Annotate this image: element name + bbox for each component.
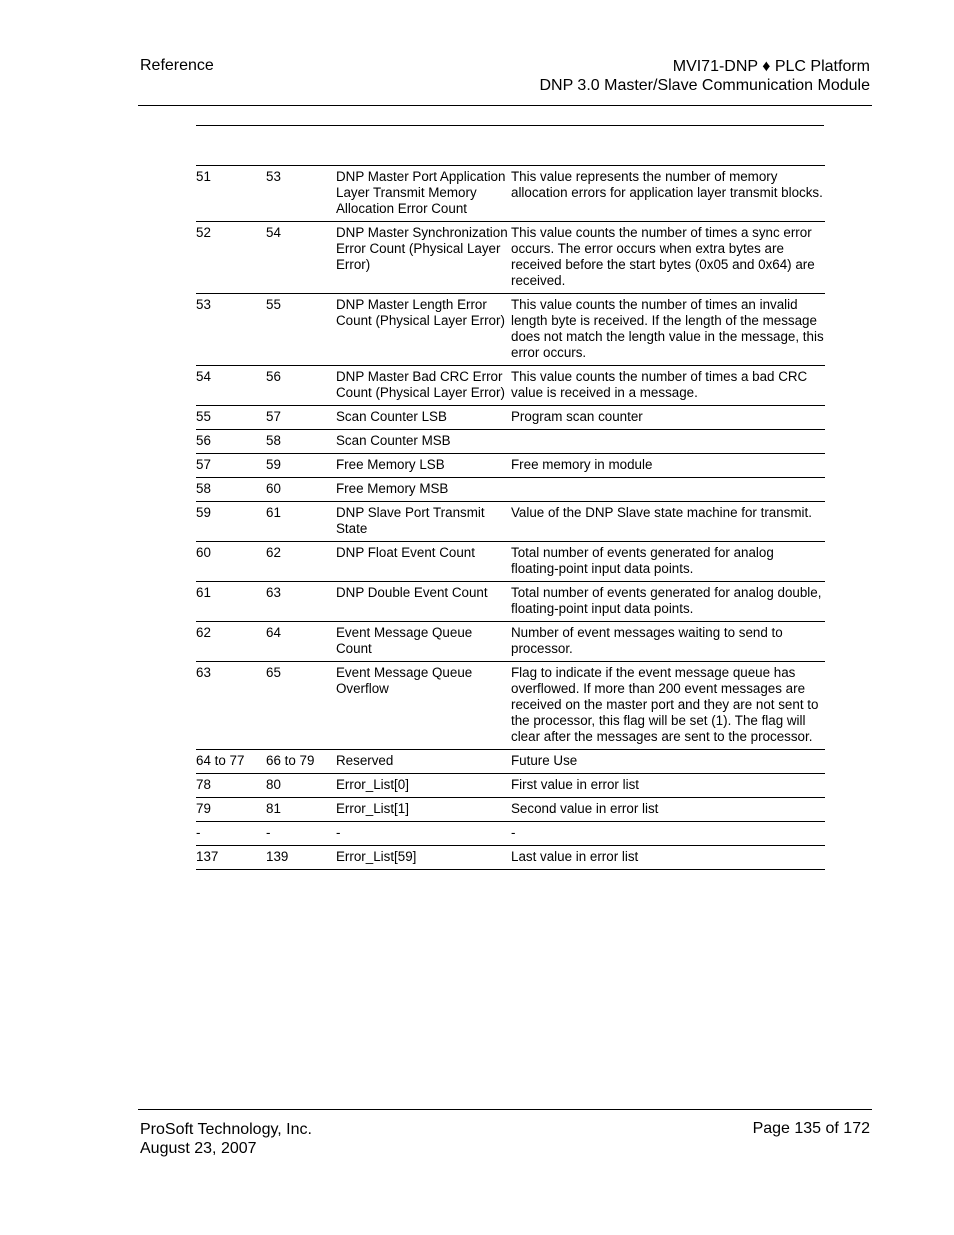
cell-description: This value counts the number of times a bad CRC value is received in a message. xyxy=(511,369,808,400)
cell-address-a: 57 xyxy=(196,457,211,472)
cell-name: DNP Float Event Count xyxy=(336,545,475,560)
table-row xyxy=(196,502,825,542)
cell-address-b: 66 to 79 xyxy=(266,753,315,768)
cell-address-a: 58 xyxy=(196,481,211,496)
cell-description: This value counts the number of times an invalid length byte is received. If the length of the message does not match the length value in the message, this error occurs. xyxy=(511,297,824,360)
table-row xyxy=(196,846,825,870)
table-row xyxy=(196,454,825,478)
table-row xyxy=(196,294,825,366)
cell-address-b: 81 xyxy=(266,801,281,816)
cell-name: Scan Counter MSB xyxy=(336,433,451,448)
cell-name: Error_List[0] xyxy=(336,777,409,792)
cell-description xyxy=(511,430,825,454)
cell-address-a: 53 xyxy=(196,297,211,312)
cell-name: Error_List[59] xyxy=(336,849,417,864)
cell-address-b: 57 xyxy=(266,409,281,424)
header-product: MVI71-DNP ♦ PLC Platform xyxy=(672,58,870,75)
cell-address-b: 58 xyxy=(266,433,281,448)
header-section: Reference xyxy=(140,57,214,74)
table-row xyxy=(196,478,825,502)
cell-name: Free Memory MSB xyxy=(336,481,449,496)
cell-address-b: 53 xyxy=(266,169,281,184)
cell-address-a: 52 xyxy=(196,225,211,240)
cell-name: Reserved xyxy=(336,753,394,768)
cell-address-b: 64 xyxy=(266,625,281,640)
cell-address-a: 54 xyxy=(196,369,211,384)
cell-name: DNP Double Event Count xyxy=(336,585,488,600)
table-row xyxy=(196,662,825,750)
cell-description xyxy=(511,478,825,502)
table-row xyxy=(196,622,825,662)
cell-address-a: - xyxy=(196,825,201,840)
cell-name: DNP Master Synchronization Error Count (Physical Layer Error) xyxy=(336,225,508,272)
cell-address-a: 64 to 77 xyxy=(196,753,245,768)
cell-address-a: 137 xyxy=(196,849,219,864)
cell-address-a: 60 xyxy=(196,545,211,560)
header-divider xyxy=(138,105,872,106)
cell-name: DNP Master Bad CRC Error Count (Physical Layer Error) xyxy=(336,369,505,400)
cell-address-a: 63 xyxy=(196,665,211,680)
header-title-block xyxy=(539,57,870,95)
table-top-divider xyxy=(196,125,824,126)
table-row xyxy=(196,430,825,454)
table-row xyxy=(196,774,825,798)
cell-name: DNP Master Length Error Count (Physical Layer Error) xyxy=(336,297,505,328)
table-row xyxy=(196,542,825,582)
cell-description: - xyxy=(511,825,516,840)
cell-address-a: 78 xyxy=(196,777,211,792)
cell-address-a: 51 xyxy=(196,169,211,184)
cell-address-a: 56 xyxy=(196,433,211,448)
table-row xyxy=(196,222,825,294)
cell-address-a: 79 xyxy=(196,801,211,816)
cell-description: First value in error list xyxy=(511,777,639,792)
register-table-body xyxy=(196,166,825,870)
footer-date: August 23, 2007 xyxy=(140,1140,257,1157)
footer-company: ProSoft Technology, Inc. xyxy=(140,1121,312,1138)
cell-description: Number of event messages waiting to send to processor. xyxy=(511,625,783,656)
cell-address-b: - xyxy=(266,825,271,840)
cell-name: DNP Master Port Application Layer Transmit Memory Allocation Error Count xyxy=(336,169,506,216)
footer-page-number: Page 135 of 172 xyxy=(752,1120,870,1137)
cell-name: Free Memory LSB xyxy=(336,457,445,472)
table-row xyxy=(196,366,825,406)
table-row xyxy=(196,750,825,774)
cell-address-b: 60 xyxy=(266,481,281,496)
cell-name: Event Message Queue Count xyxy=(336,625,473,656)
cell-address-b: 139 xyxy=(266,849,289,864)
cell-address-a: 61 xyxy=(196,585,211,600)
cell-address-b: 80 xyxy=(266,777,281,792)
cell-address-b: 54 xyxy=(266,225,281,240)
cell-address-b: 55 xyxy=(266,297,281,312)
cell-address-b: 59 xyxy=(266,457,281,472)
cell-description: Total number of events generated for analog floating-point input data points. xyxy=(511,545,774,576)
cell-address-a: 62 xyxy=(196,625,211,640)
footer-left xyxy=(140,1120,312,1158)
cell-name: Event Message Queue Overflow xyxy=(336,665,473,696)
cell-name: Scan Counter LSB xyxy=(336,409,447,424)
cell-address-b: 63 xyxy=(266,585,281,600)
cell-address-b: 56 xyxy=(266,369,281,384)
cell-description: Future Use xyxy=(511,753,578,768)
register-table xyxy=(196,165,825,870)
cell-address-b: 65 xyxy=(266,665,281,680)
cell-description: This value represents the number of memory allocation errors for application layer transmit blocks. xyxy=(511,169,823,200)
cell-description: Second value in error list xyxy=(511,801,659,816)
table-row xyxy=(196,798,825,822)
cell-description: Free memory in module xyxy=(511,457,653,472)
cell-description: Program scan counter xyxy=(511,409,643,424)
cell-description: Last value in error list xyxy=(511,849,639,864)
cell-name: Error_List[1] xyxy=(336,801,409,816)
cell-name: DNP Slave Port Transmit State xyxy=(336,505,485,536)
table-row xyxy=(196,582,825,622)
table-row xyxy=(196,822,825,846)
header-subtitle: DNP 3.0 Master/Slave Communication Module xyxy=(539,77,870,94)
cell-description: Total number of events generated for analog double, floating-point input data points. xyxy=(511,585,822,616)
cell-address-a: 59 xyxy=(196,505,211,520)
table-row xyxy=(196,406,825,430)
table-row xyxy=(196,166,825,222)
cell-name: - xyxy=(336,825,341,840)
cell-address-a: 55 xyxy=(196,409,211,424)
footer-divider xyxy=(138,1109,872,1110)
cell-address-b: 62 xyxy=(266,545,281,560)
cell-description: Flag to indicate if the event message queue has overflowed. If more than 200 event messages are received on the master port and they are not sent to the processor, this flag will be set (1). The flag will clear after the messages are sent to the processor. xyxy=(511,665,819,744)
cell-description: This value counts the number of times a sync error occurs. The error occurs when extra bytes are received before the start bytes (0x05 and 0x64) are received. xyxy=(511,225,815,288)
cell-address-b: 61 xyxy=(266,505,281,520)
cell-description: Value of the DNP Slave state machine for transmit. xyxy=(511,505,812,520)
